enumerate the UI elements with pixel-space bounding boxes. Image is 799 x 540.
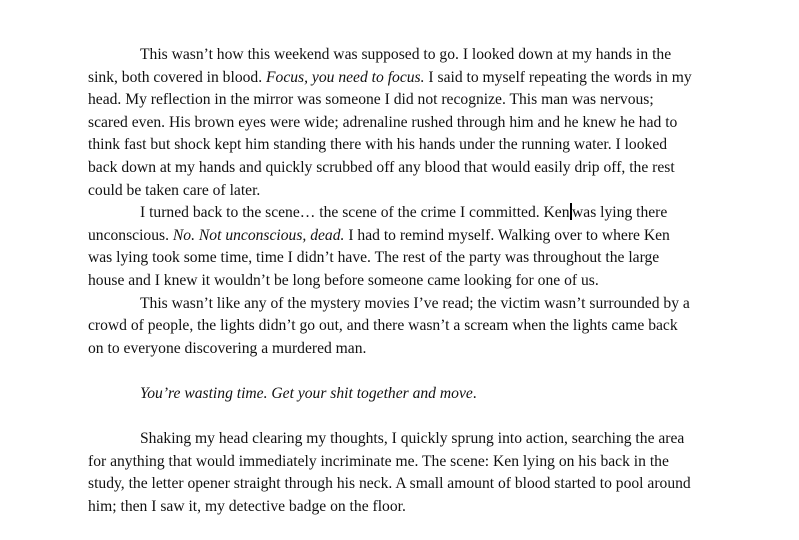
paragraph-2 xyxy=(88,202,756,292)
paragraph-1-line-4: scared even. His brown eyes were wide; adrenaline rushed through him and he knew he had to xyxy=(88,113,678,131)
paragraph-1-line-1: This wasn’t how this weekend was supposed to go. I looked down at my hands in the xyxy=(140,46,672,63)
paragraph-3-line-2: crowd of people, the lights didn’t go out, and there wasn’t a scream when the lights came back xyxy=(88,317,678,335)
paragraph-1 xyxy=(88,44,756,202)
paragraph-1-line-5: think fast but shock kept him standing there with his hands under the running water. I looked xyxy=(88,136,668,154)
paragraph-1-line-3: head. My reflection in the mirror was someone I did not recognize. This man was nervous; xyxy=(88,91,654,109)
paragraph-2-italic-thought: No. Not unconscious, dead. xyxy=(172,226,345,244)
paragraph-2-line-1-rest: was lying there xyxy=(572,204,668,222)
paragraph-2-line-4: house and I knew it wouldn’t be long before someone came looking for one of us. xyxy=(88,271,599,289)
paragraph-2-line-2 xyxy=(88,225,756,248)
blank-line xyxy=(88,360,756,383)
paragraph-4 xyxy=(88,383,756,406)
paragraph-4-line-1 xyxy=(88,383,756,406)
blank-line xyxy=(88,406,756,429)
paragraph-1-line-2-rest: I said to myself repeating the words in my xyxy=(424,68,692,86)
paragraph-2-line-1-text: I turned back to the scene… the scene of the crime I committed. Ken xyxy=(140,204,570,222)
paragraph-2-line-1 xyxy=(88,202,756,225)
paragraph-1-line-2-text: sink, both covered in blood. xyxy=(88,68,267,86)
paragraph-5 xyxy=(88,428,756,518)
paragraph-2-line-2-text: unconscious. xyxy=(88,226,173,244)
paragraph-5-line-2: for anything that would immediately incriminate me. The scene: Ken lying on his back in the xyxy=(88,452,669,470)
paragraph-1-line-6: back down at my hands and quickly scrubbed off any blood that would easily drip off, the rest xyxy=(88,158,675,176)
paragraph-5-line-3: study, the letter opener straight through his neck. A small amount of blood started to pool around xyxy=(88,475,691,493)
paragraph-4-period: . xyxy=(472,384,477,402)
paragraph-1-italic-thought: Focus, you need to focus. xyxy=(266,68,425,86)
document-body[interactable] xyxy=(88,44,756,518)
paragraph-3-line-1: This wasn’t like any of the mystery movies I’ve read; the victim wasn’t surrounded by a xyxy=(140,294,690,312)
paragraph-2-line-3: was lying took some time, time I didn’t have. The rest of the party was throughout the large xyxy=(88,249,660,267)
paragraph-4-italic-thought: You’re wasting time. Get your shit together and move xyxy=(140,384,473,402)
paragraph-5-line-4: him; then I saw it, my detective badge on the floor. xyxy=(88,497,406,515)
paragraph-3 xyxy=(88,293,756,361)
paragraph-5-line-1: Shaking my head clearing my thoughts, I quickly sprung into action, searching the area xyxy=(140,430,685,448)
paragraph-1-line-2 xyxy=(88,67,756,90)
paragraph-1-line-7: could be taken care of later. xyxy=(88,181,261,199)
paragraph-3-line-3: on to everyone discovering a murdered man. xyxy=(88,339,367,357)
paragraph-2-line-2-rest: I had to remind myself. Walking over to where Ken xyxy=(344,226,670,244)
